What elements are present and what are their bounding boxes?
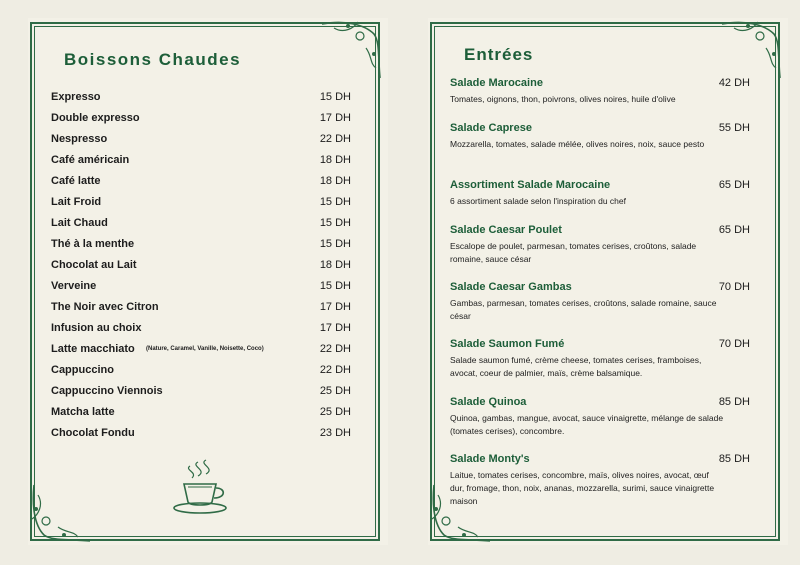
item-name: Cappuccino Viennois — [51, 385, 163, 397]
page-title: Entrées — [464, 45, 534, 64]
item-name: Salade Saumon Fumé — [450, 338, 565, 350]
menu-item — [51, 217, 351, 235]
item-price: 55 DH — [718, 122, 750, 134]
item-price: 15 DH — [319, 280, 351, 292]
item-price: 42 DH — [718, 77, 750, 89]
coffee-cup-icon — [168, 458, 238, 518]
menu-item — [51, 154, 351, 172]
item-name: Salade Caesar Poulet — [450, 224, 562, 236]
item-name: Infusion au choix — [51, 322, 142, 334]
item-name: The Noir avec Citron — [51, 301, 159, 313]
item-name: Matcha latte — [51, 406, 115, 418]
item-name: Café latte — [51, 175, 101, 187]
flourish-corner-icon — [314, 18, 384, 88]
menu-page-entrees — [428, 18, 788, 545]
item-price: 18 DH — [319, 259, 351, 271]
item-name: Lait Chaud — [51, 217, 108, 229]
item-price: 15 DH — [319, 238, 351, 250]
item-name: Latte macchiato — [51, 343, 135, 355]
item-name: Double expresso — [51, 112, 140, 124]
item-price: 85 DH — [718, 396, 750, 408]
item-price: 22 DH — [319, 343, 351, 355]
item-description: Quinoa, gambas, mangue, avocat, sauce vinaigrette, mélange de salade (tomates cerises), concombre. — [450, 413, 724, 436]
item-description: Gambas, parmesan, tomates cerises, croûtons, salade romaine, sauce césar — [450, 298, 717, 321]
item-description: Escalope de poulet, parmesan, tomates cerises, croûtons, salade romaine, sauce césar — [450, 241, 697, 264]
item-price: 22 DH — [319, 364, 351, 376]
item-description: Salade saumon fumé, crème cheese, tomates cerises, framboises, avocat, coeur de palmier, maïs, crème balsamique. — [450, 355, 702, 378]
item-name: Nespresso — [51, 133, 108, 145]
item-name: Salade Caprese — [450, 122, 532, 134]
item-name: Salade Caesar Gambas — [450, 281, 572, 293]
item-name: Thé à la menthe — [51, 238, 135, 250]
item-name: Café américain — [51, 154, 130, 166]
item-price: 70 DH — [718, 281, 750, 293]
item-description: Mozzarella, tomates, salade mélée, olives noires, noix, sauce pesto — [450, 139, 705, 149]
menu-item — [51, 133, 351, 151]
flourish-corner-icon — [28, 475, 98, 545]
page-title: Boissons Chaudes — [64, 50, 242, 69]
item-price: 18 DH — [319, 175, 351, 187]
menu-item — [51, 406, 351, 424]
item-price: 15 DH — [319, 217, 351, 229]
item-name: Chocolat au Lait — [51, 259, 137, 271]
menu-item — [51, 343, 351, 361]
menu-item — [51, 259, 351, 277]
menu-item — [51, 196, 351, 214]
item-price: 70 DH — [718, 338, 750, 350]
menu-item — [51, 280, 351, 298]
item-price: 65 DH — [718, 224, 750, 236]
item-name: Salade Marocaine — [450, 77, 543, 89]
item-price: 15 DH — [319, 196, 351, 208]
item-price: 22 DH — [319, 133, 351, 145]
item-price: 15 DH — [319, 91, 351, 103]
menu-item — [51, 238, 351, 256]
item-description: 6 assortiment salade selon l'inspiration du chef — [450, 196, 626, 206]
item-price: 17 DH — [319, 112, 351, 124]
item-price: 25 DH — [319, 385, 351, 397]
menu-item — [51, 175, 351, 193]
item-description: Laitue, tomates cerises, concombre, maïs, olives noires, avocat, œuf dur, fromage, thon, noix, ananas, mozzarella, surimi, sauce vinaigrette maison — [450, 470, 715, 506]
item-name: Assortiment Salade Marocaine — [450, 179, 611, 191]
menu-item — [51, 91, 351, 109]
item-note: (Nature, Caramel, Vanille, Noisette, Coco) — [146, 346, 264, 352]
menu-item — [51, 301, 351, 319]
menu-item — [51, 322, 351, 340]
item-price: 25 DH — [319, 406, 351, 418]
item-description: Tomates, oignons, thon, poivrons, olives noires, huile d'olive — [450, 94, 676, 104]
item-name: Salade Quinoa — [450, 396, 527, 408]
menu-item — [51, 364, 351, 382]
item-price: 85 DH — [718, 453, 750, 465]
item-name: Expresso — [51, 91, 101, 103]
item-price: 23 DH — [319, 427, 351, 439]
item-name: Chocolat Fondu — [51, 427, 135, 439]
menu-page-boissons — [28, 18, 388, 545]
item-price: 17 DH — [319, 301, 351, 313]
item-price: 17 DH — [319, 322, 351, 334]
item-name: Lait Froid — [51, 196, 102, 208]
item-name: Salade Monty's — [450, 453, 530, 465]
menu-item — [51, 427, 351, 445]
item-price: 65 DH — [718, 179, 750, 191]
item-name: Verveine — [51, 280, 97, 292]
item-name: Cappuccino — [51, 364, 114, 376]
menu-item — [51, 385, 351, 403]
item-price: 18 DH — [319, 154, 351, 166]
menu-item — [51, 112, 351, 130]
